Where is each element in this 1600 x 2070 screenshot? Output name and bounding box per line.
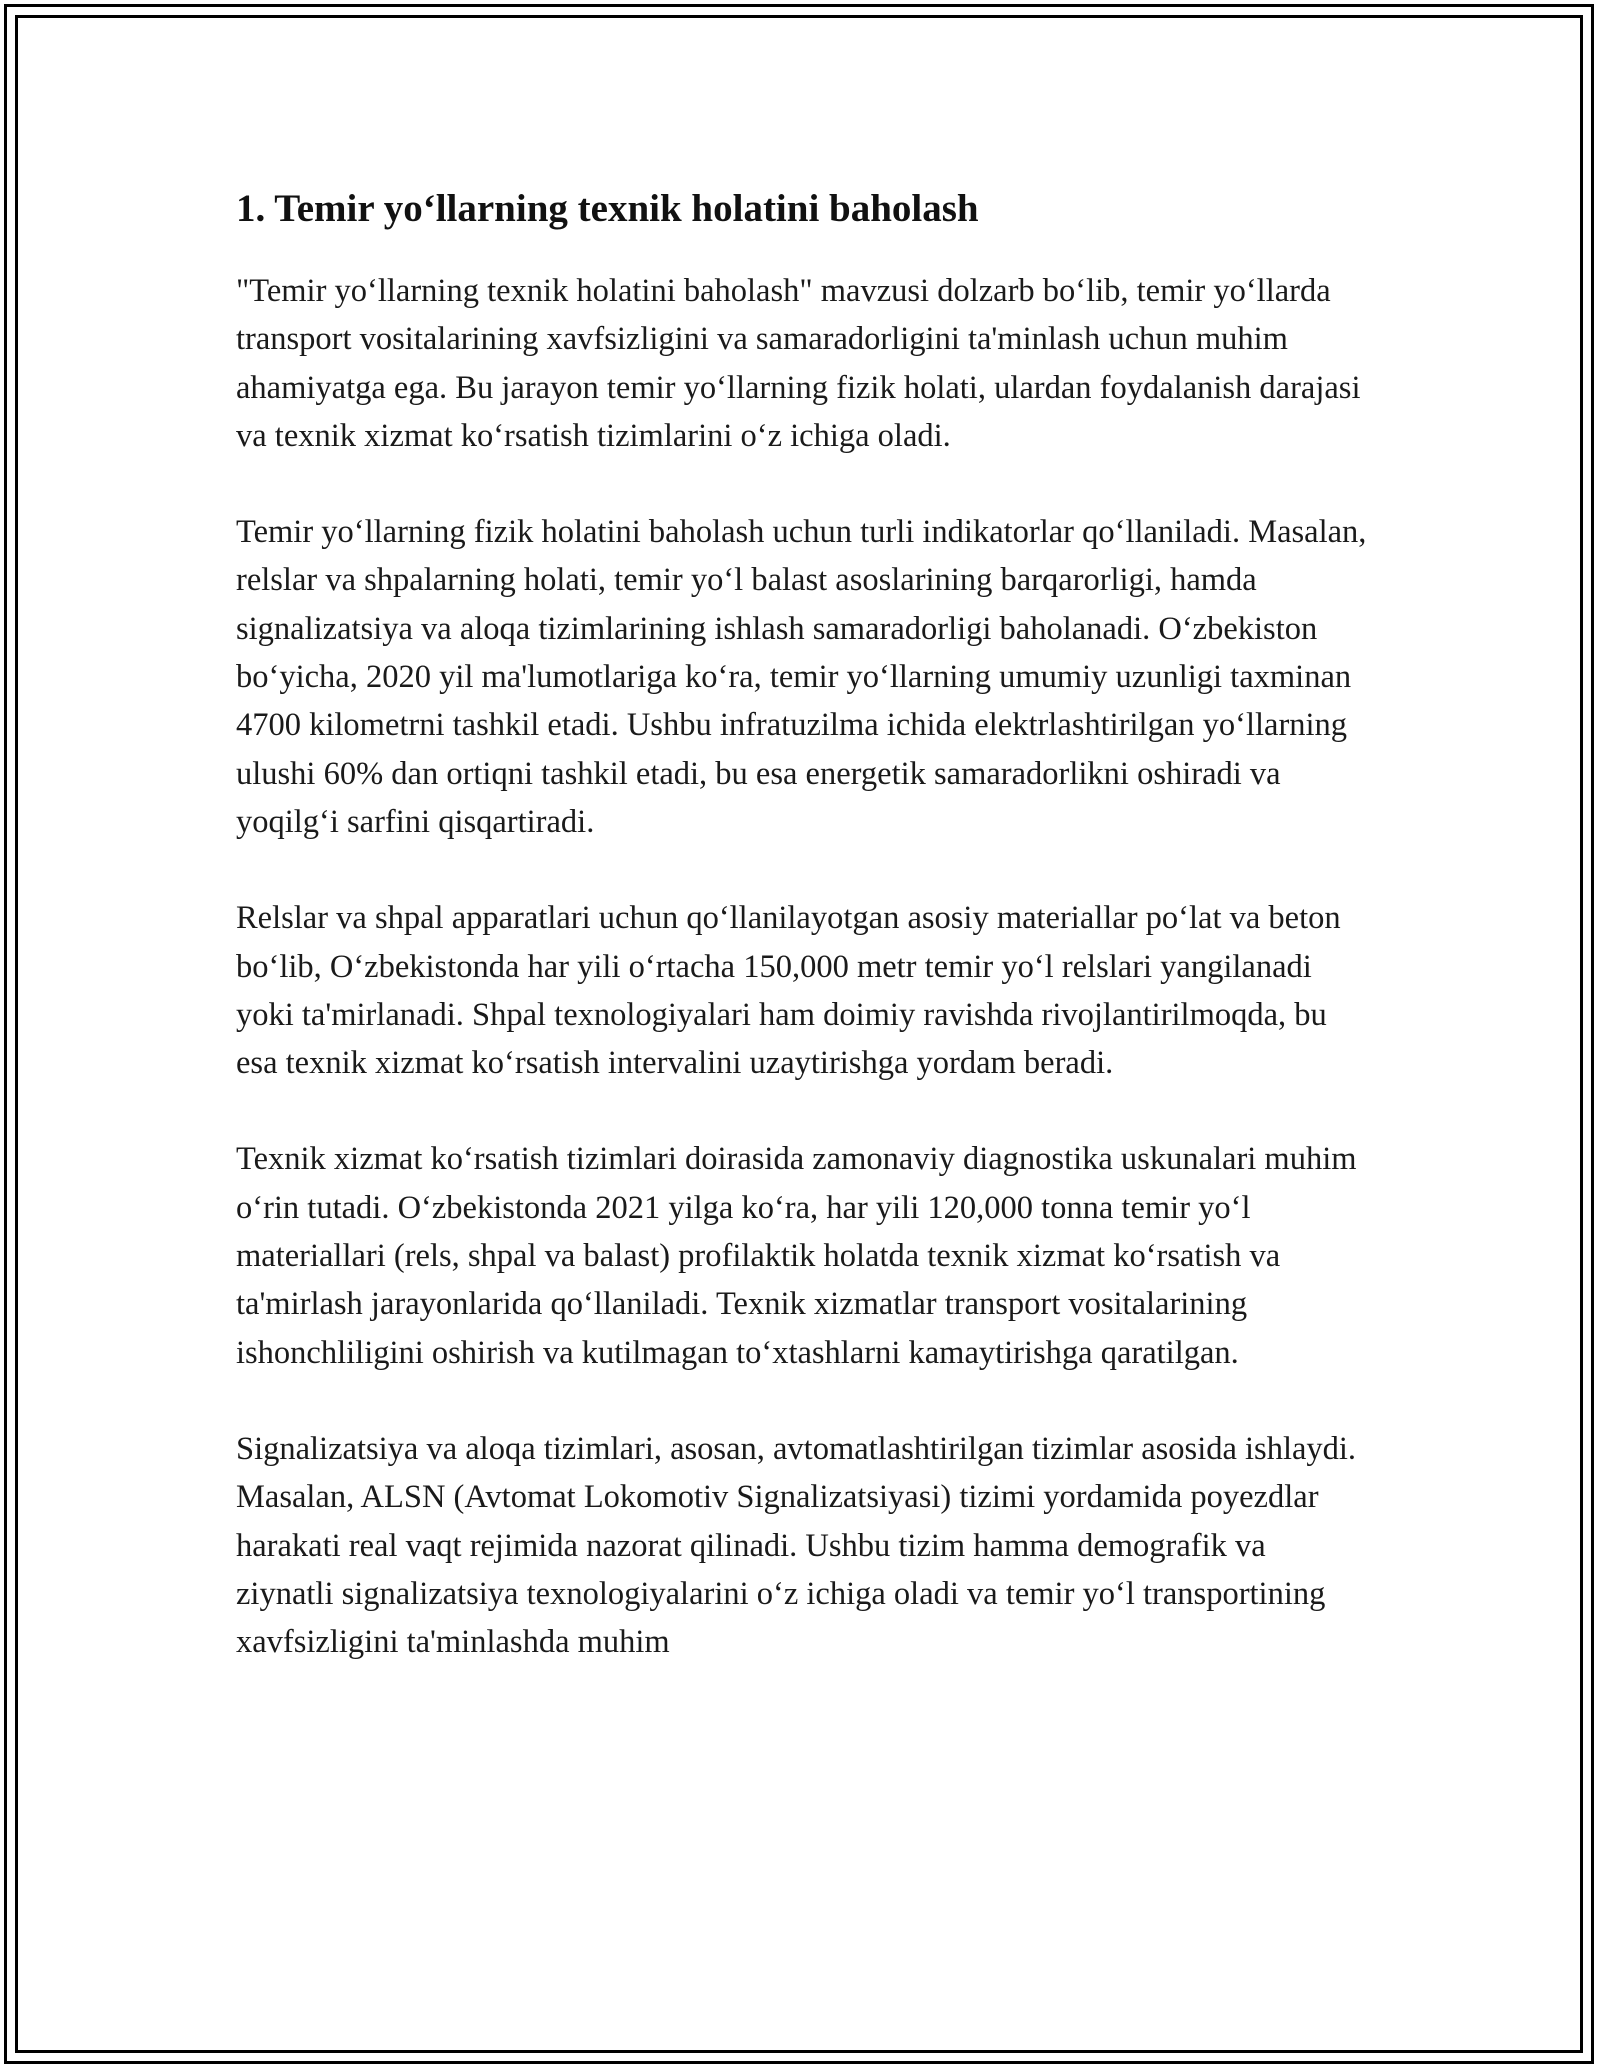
paragraph-intro: "Temir yo‘llarning texnik holatini baholash" mavzusi dolzarb bo‘lib, temir yo‘llarda transport vositalarining xavfsizligini va samaradorligini ta'minlash uchun muhim ahamiyatga ega. Bu jarayon temir yo‘llarning fizik holati, ulardan foydalanish darajasi va texnik xizmat ko‘rsatish tizimlarini o‘z ichiga oladi. <box>236 273 1361 454</box>
paragraph-physical-condition: Temir yo‘llarning fizik holatini baholash uchun turli indikatorlar qo‘llaniladi. Masalan, relslar va shpalarning holati, temir yo‘l balast asoslarining barqarorligi, hamda signalizatsiya va aloqa tizimlarining ishlash samaradorligi baholanadi. O‘zbekiston bo‘yicha, 2020 yil ma'lumotlariga ko‘ra, temir yo‘llarning umumiy uzunligi taxminan 4700 kilometrni tashkil etadi. Ushbu infratuzilma ichida elektrlashtirilgan yo‘llarning ulushi 60% dan ortiqni tashkil etadi, bu esa energetik samaradorlikni oshiradi va yoqilg‘i sarfini qisqartiradi. <box>236 514 1367 840</box>
paragraph-maintenance: Texnik xizmat ko‘rsatish tizimlari doirasida zamonaviy diagnostika uskunalari muhim o‘rin tutadi. O‘zbekistonda 2021 yilga ko‘ra, har yili 120,000 tonna temir yo‘l materiallari (rels, shpal va balast) profilaktik holatda texnik xizmat ko‘rsatish va ta'mirlash jarayonlarida qo‘llaniladi. Texnik xizmatlar transport vositalarining ishonchliligini oshirish va kutilmagan to‘xtashlarni kamaytirishga qaratilgan. <box>236 1141 1357 1371</box>
document-body <box>236 185 1371 1714</box>
section-heading: 1. Temir yo‘llarning texnik holatini baholash <box>236 187 979 230</box>
paragraph-rails-sleepers: Relslar va shpal apparatlari uchun qo‘llanilayotgan asosiy materiallar po‘lat va beton bo‘lib, O‘zbekistonda har yili o‘rtacha 150,000 metr temir yo‘l relslari yangilanadi yoki ta'mirlanadi. Shpal texnologiyalari ham doimiy ravishda rivojlantirilmoqda, bu esa texnik xizmat ko‘rsatish intervalini uzaytirishga yordam beradi. <box>236 900 1341 1082</box>
paragraph-signalling: Signalizatsiya va aloqa tizimlari, asosan, avtomatlashtirilgan tizimlar asosida ishlaydi. Masalan, ALSN (Avtomat Lokomotiv Signalizatsiyasi) tizimi yordamida poyezdlar harakati real vaqt rejimida nazorat qilinadi. Ushbu tizim hamma demografik va ziynatli signalizatsiya texnologiyalarini o‘z ichiga oladi va temir yo‘l transportining xavfsizligini ta'minlashda muhim <box>236 1430 1357 1661</box>
